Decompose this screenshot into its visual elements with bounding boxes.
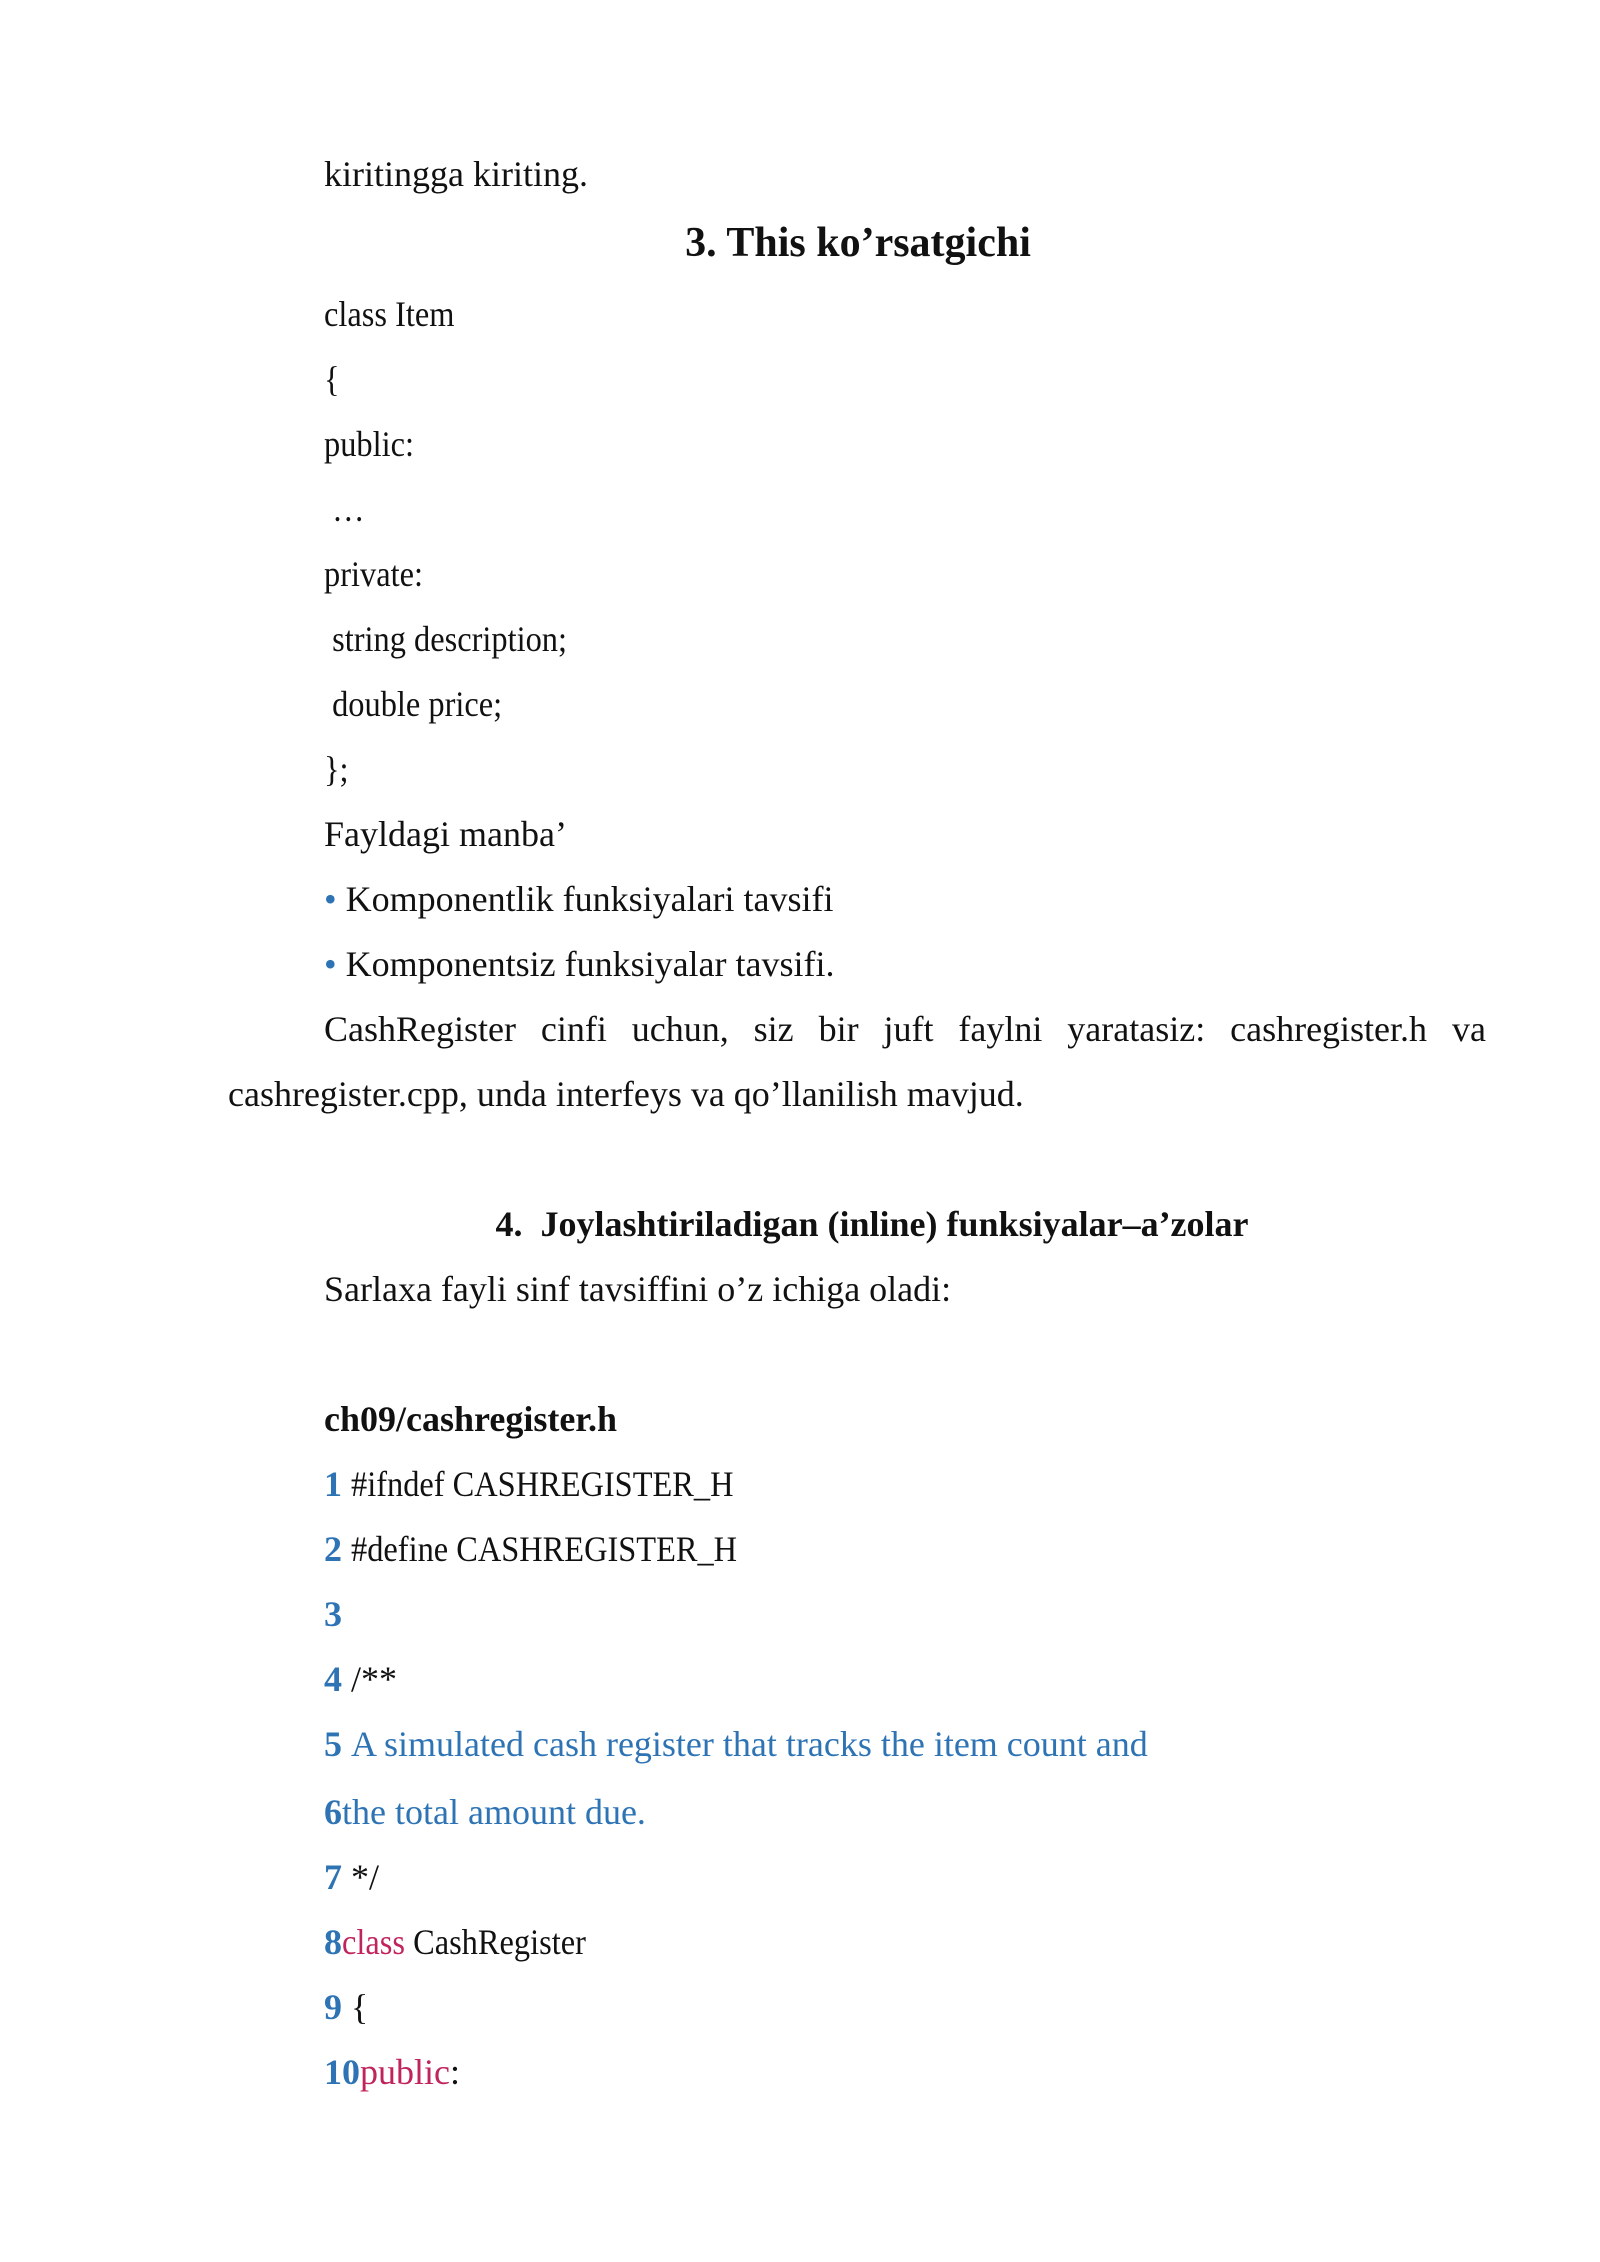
paragraph-line-1	[324, 1007, 1486, 1051]
listing-code: #ifndef CASHREGISTER_H	[351, 1464, 734, 1504]
listing-code-text: CashRegister	[404, 1922, 586, 1962]
listing-line	[324, 1657, 397, 1701]
listing-line	[324, 1722, 1148, 1766]
paragraph-word: uchun,	[631, 1009, 729, 1049]
line-number: 2	[324, 1529, 351, 1569]
line-number: 6	[324, 1792, 342, 1832]
paragraph-word: bir	[818, 1009, 859, 1049]
listing-line	[324, 1462, 776, 1506]
listing-code-text: :	[449, 2052, 460, 2092]
paragraph-line-2: cashregister.cpp, unda interfeys va qo’llanilish mavjud.	[228, 1074, 1024, 1114]
code-line: public:	[324, 424, 414, 464]
bullet-icon: •	[324, 944, 337, 984]
intro-tail-text: kiritingga kiriting.	[324, 154, 588, 194]
listing-line	[324, 1790, 646, 1834]
paragraph-word: CashRegister	[324, 1009, 516, 1049]
paragraph-word: faylni	[958, 1009, 1043, 1049]
bullet-icon: •	[324, 879, 337, 919]
code-line: double price;	[324, 684, 503, 724]
listing-line	[324, 1592, 342, 1636]
section-3-heading: 3. This ko’rsatgichi	[685, 220, 1031, 266]
listing-code: #define CASHREGISTER_H	[351, 1529, 738, 1569]
code-line: …	[324, 489, 365, 529]
listing-comment: the total amount due.	[342, 1792, 646, 1832]
line-number: 5	[324, 1724, 351, 1764]
listing-code	[342, 1920, 586, 1964]
source-label: Fayldagi manba’	[324, 814, 567, 854]
line-number: 4	[324, 1659, 351, 1699]
paragraph-word: yaratasiz:	[1067, 1009, 1206, 1049]
line-number: 7	[324, 1857, 351, 1897]
paragraph-word: siz	[753, 1009, 794, 1049]
listing-comment: A simulated cash register that tracks the item count and	[351, 1724, 1148, 1764]
section-4-heading: 4. Joylashtiriladigan (inline) funksiyalar–a’zolar	[495, 1204, 1249, 1244]
paragraph-word: cashregister.h	[1230, 1009, 1428, 1049]
bullet-item	[324, 942, 835, 986]
listing-code: {	[351, 1987, 369, 2027]
line-number: 3	[324, 1594, 342, 1634]
code-line: string description;	[324, 619, 567, 659]
listing-line	[324, 1527, 780, 1571]
listing-file-name: ch09/cashregister.h	[324, 1399, 617, 1439]
paragraph-word: va	[1451, 1009, 1486, 1049]
line-number: 1	[324, 1464, 351, 1504]
bullet-text: Komponentlik funksiyalari tavsifi	[345, 879, 834, 919]
code-line: class Item	[324, 294, 455, 334]
keyword: public	[360, 2052, 450, 2092]
keyword: class	[342, 1922, 405, 1962]
section-4-intro: Sarlaxa fayli sinf tavsiffini o’z ichiga oladi:	[324, 1269, 952, 1309]
paragraph-word: juft	[883, 1009, 934, 1049]
line-number: 8	[324, 1922, 342, 1962]
listing-code: */	[351, 1857, 380, 1897]
listing-line	[324, 1920, 613, 1964]
listing-line	[324, 1855, 379, 1899]
line-number: 9	[324, 1987, 351, 2027]
code-line: private:	[324, 554, 423, 594]
bullet-text: Komponentsiz funksiyalar tavsifi.	[345, 944, 835, 984]
listing-code: /**	[351, 1659, 398, 1699]
code-line: };	[324, 749, 349, 789]
listing-line	[324, 2050, 460, 2094]
code-line: {	[324, 359, 340, 399]
paragraph-word: cinfi	[540, 1009, 607, 1049]
line-number: 10	[324, 2052, 360, 2092]
bullet-item	[324, 877, 834, 921]
listing-line	[324, 1985, 368, 2029]
